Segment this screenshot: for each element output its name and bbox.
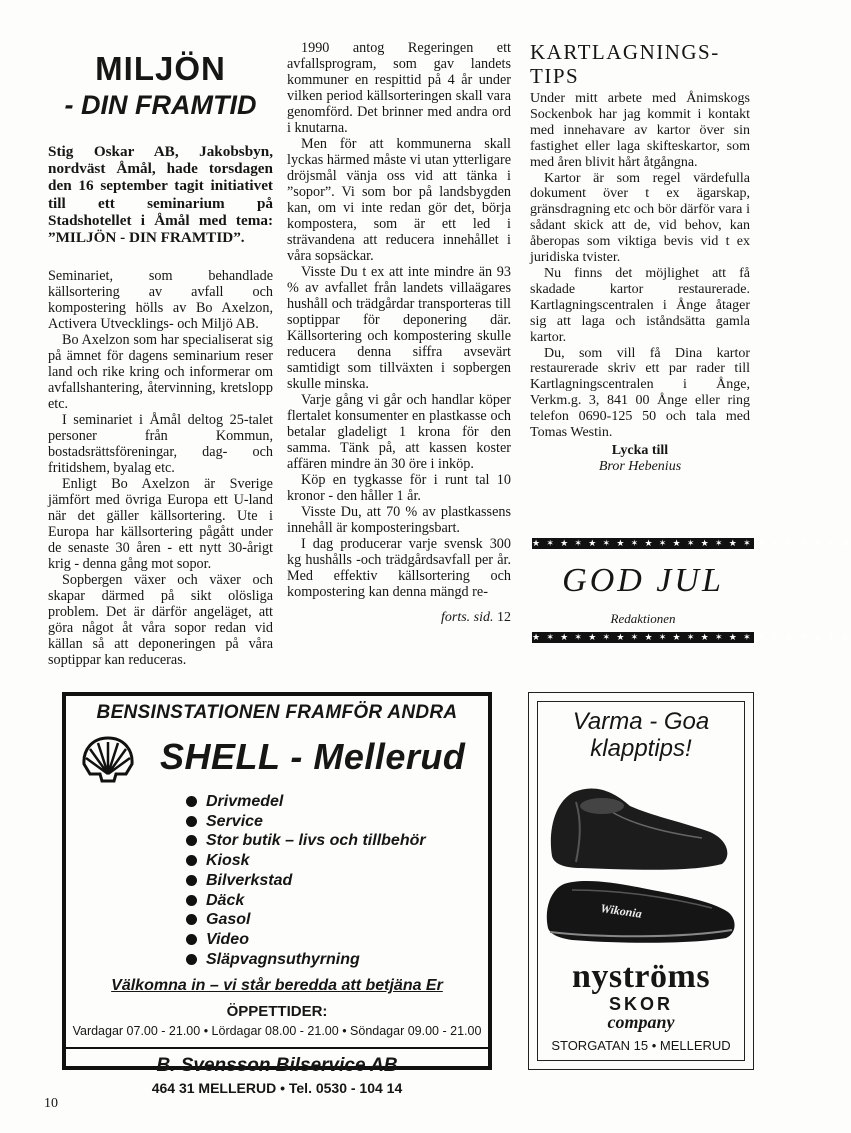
article-ingress: Stig Oskar AB, Jakobsbyn, nordväst Åmål, hade torsdagen den 16 september tagit initiativet till ett seminarium på Stadshotellet i Åmål med tema: ”MILJÖN - DIN FRAMTID”. (48, 143, 273, 247)
shell-welcome: Välkomna in – vi står beredda att betjäna Er (111, 977, 443, 995)
article-paragraph: Men för att kommunerna skall lyckas härmed måste vi utan ytterligare dröjsmål vänja oss vid att tänka i ”sopor”. Vi som bor på landsbygden kan, om vi inte redan gör det, börja kompostera, som är ett led i strävandena att reducera innehållet i våra sopsäckar. (287, 136, 511, 264)
article-paragraph: Köp en tygkasse för i runt tal 10 kronor - den håller 1 år. (287, 472, 511, 504)
list-item: Gasol (186, 910, 488, 930)
divider (66, 1047, 488, 1049)
list-item: Service (186, 812, 488, 832)
bullet-icon (186, 914, 197, 925)
list-item: Stor butik – livs och tillbehör (186, 831, 488, 851)
bullet-icon (186, 875, 197, 886)
shell-address: 464 31 MELLERUD • Tel. 0530 - 104 14 (151, 1080, 403, 1097)
list-item: Drivmedel (186, 792, 488, 812)
nystroms-logo: nyströms (571, 958, 711, 995)
continued-note (287, 610, 511, 626)
article-paragraph: Varje gång vi går och handlar köper flertalet konsumenter en plastkasse och betalar gladeligt 1 krona för den samma. Tänk på, att kassen koster affären mindre än 30 öre i inköp. (287, 392, 511, 472)
article-subheadline: - DIN FRAMTID (64, 90, 257, 120)
shoe-advertisement (528, 692, 754, 1070)
list-item: Däck (186, 891, 488, 911)
god-jul-title: GOD JUL (562, 562, 724, 599)
tips-column (530, 40, 750, 475)
nystroms-skor: SKOR (608, 994, 673, 1014)
bullet-icon (186, 934, 197, 945)
article-column-1 (48, 40, 273, 668)
shell-company: B. Svensson Bilservice AB (156, 1055, 398, 1077)
article-paragraph: Seminariet, som behandlade källsortering av avfall och kompostering hölls av Bo Axelzon, Activera Utvecklings- och Miljö AB. (48, 268, 273, 333)
tips-paragraph: Nu finns det möjlighet att få skadade kartor restaurerade. Kartlagningscentralen i Ånge åtager sig att laga och iståndsätta gamla kartor. (530, 265, 750, 345)
shell-tagline: BENSINSTATIONEN FRAMFÖR ANDRA (96, 702, 458, 723)
god-jul-sender: Redaktionen (610, 611, 676, 626)
list-item: Släpvagnsuthyrning (186, 950, 488, 970)
shell-logo-icon (80, 734, 136, 786)
shoe-store-address: STORGATAN 15 • MELLERUD (551, 1038, 731, 1053)
shell-title-row (66, 730, 488, 792)
tips-paragraph: Kartor är som regel värdefulla dokument över t ex ägarskap, gränsdragning etc och bör därför vara i sådant skick att de, vid behov, kan åberopas som viktiga bevis vid t ex juridiska tvister. (530, 170, 750, 266)
bullet-icon (186, 816, 197, 827)
bullet-icon (186, 855, 197, 866)
tips-headline: KARTLAGNINGS-TIPS (530, 40, 720, 88)
article-paragraph: I dag producerar varje svensk 300 kg hushålls -och trädgårdsavfall per år. Med effektiv källsortering och kompostering kan denna mängd re- (287, 536, 511, 600)
bullet-icon (186, 954, 197, 965)
opening-hours-heading: ÖPPETTIDER: (226, 1003, 328, 1021)
tips-closing: Lycka till (611, 442, 669, 458)
tips-author: Bror Hebenius (598, 458, 682, 474)
list-item: Bilverkstad (186, 871, 488, 891)
slippers-illustration (542, 772, 740, 952)
list-item: Kiosk (186, 851, 488, 871)
bullet-icon (186, 835, 197, 846)
article-paragraph: Sopbergen växer och växer och skapar därmed på sikt olösliga problem. Det är därför angeläget, att göra något åt våra sopor redan vid källan så att deponeringen på våra soptippar kan reduceras. (48, 572, 273, 669)
nystroms-company: company (607, 1012, 675, 1032)
article-paragraph: Visste Du t ex att inte mindre än 93 % av avfallet från landets villaägares hushåll och trädgårdar transporteras till soptippar för deponering där. Källsortering och kompostering skulle reducera denna siffra avsevärt samtidigt som tillväxten i sopbergen skulle minska. (287, 264, 511, 392)
article-paragraph: 1990 antog Regeringen ett avfallsprogram, som gav landets kommuner en respittid på 4 år under vilken period källsorteringen skall vara genomförd. Det brinner med andra ord i knutarna. (287, 40, 511, 136)
article-column-2 (287, 40, 511, 626)
list-item: Video (186, 930, 488, 950)
tips-paragraph: Under mitt arbete med Ånimskogs Sockenbok har jag kommit i kontakt med innehavare av kartor över sin fastighet eller laga skifteskartor, som med åren blivit hårt åtgångna. (530, 91, 750, 170)
article-paragraph: I seminariet i Åmål deltog 25-talet personer från Kommun, bostadsrättsföreningar, dag- och fritidshem, byalag etc. (48, 412, 273, 477)
continued-label: forts. sid. (440, 610, 494, 625)
star-border-top: ★ ✶ ★ ✶ ★ ✶ ★ ✶ ★ ✶ ★ ✶ ★ ✶ ★ ✶ ★ ✶ ★ ✶ ★ ✶ ★ (532, 538, 851, 548)
continued-page: 12 (497, 610, 511, 625)
shell-service-list (66, 792, 488, 969)
tips-paragraph: Du, som vill få Dina kartor restaurerade skriv ett par rader till Kartlagningscentralen i Ånge, Verkm.g. 3, 841 00 Ånge eller ring telefon 0690-125 50 och tala med Tomas Westin. (530, 345, 750, 441)
page-number: 10 (44, 1096, 58, 1111)
star-border-bottom: ★ ✶ ★ ✶ ★ ✶ ★ ✶ ★ ✶ ★ ✶ ★ ✶ ★ ✶ ★ ✶ ★ ✶ ★ ✶ ★ (532, 632, 851, 642)
shell-title: SHELL - Mellerud (160, 736, 466, 777)
opening-hours: Vardagar 07.00 - 21.00 • Lördagar 08.00 - 21.00 • Söndagar 09.00 - 21.00 (72, 1024, 482, 1039)
shell-advertisement (62, 692, 492, 1097)
article-headline: MILJÖN (95, 50, 226, 87)
article-paragraph: Bo Axelzon som har specialiserat sig på ämnet för dagens seminarium reser land och rike kring och informerar om avfallshantering, återvinning, kretslopp etc. (48, 332, 273, 413)
article-paragraph: Enligt Bo Axelzon är Sverige jämfört med övriga Europa ett U-land när det gäller källsortering. Ute i Europa har källsortering pågått under de senaste 30 åren - ett nytt 30-årigt krig - denna gång mot sopor. (48, 476, 273, 573)
bullet-icon (186, 895, 197, 906)
shoe-headline: Varma - Goa klapptips! (572, 708, 710, 762)
shoe-brand-label: Wikonia (599, 901, 643, 921)
shoe-ad-frame (537, 701, 745, 1061)
bullet-icon (186, 796, 197, 807)
article-paragraph: Visste Du, att 70 % av plastkassens innehåll är komposteringsbart. (287, 504, 511, 536)
